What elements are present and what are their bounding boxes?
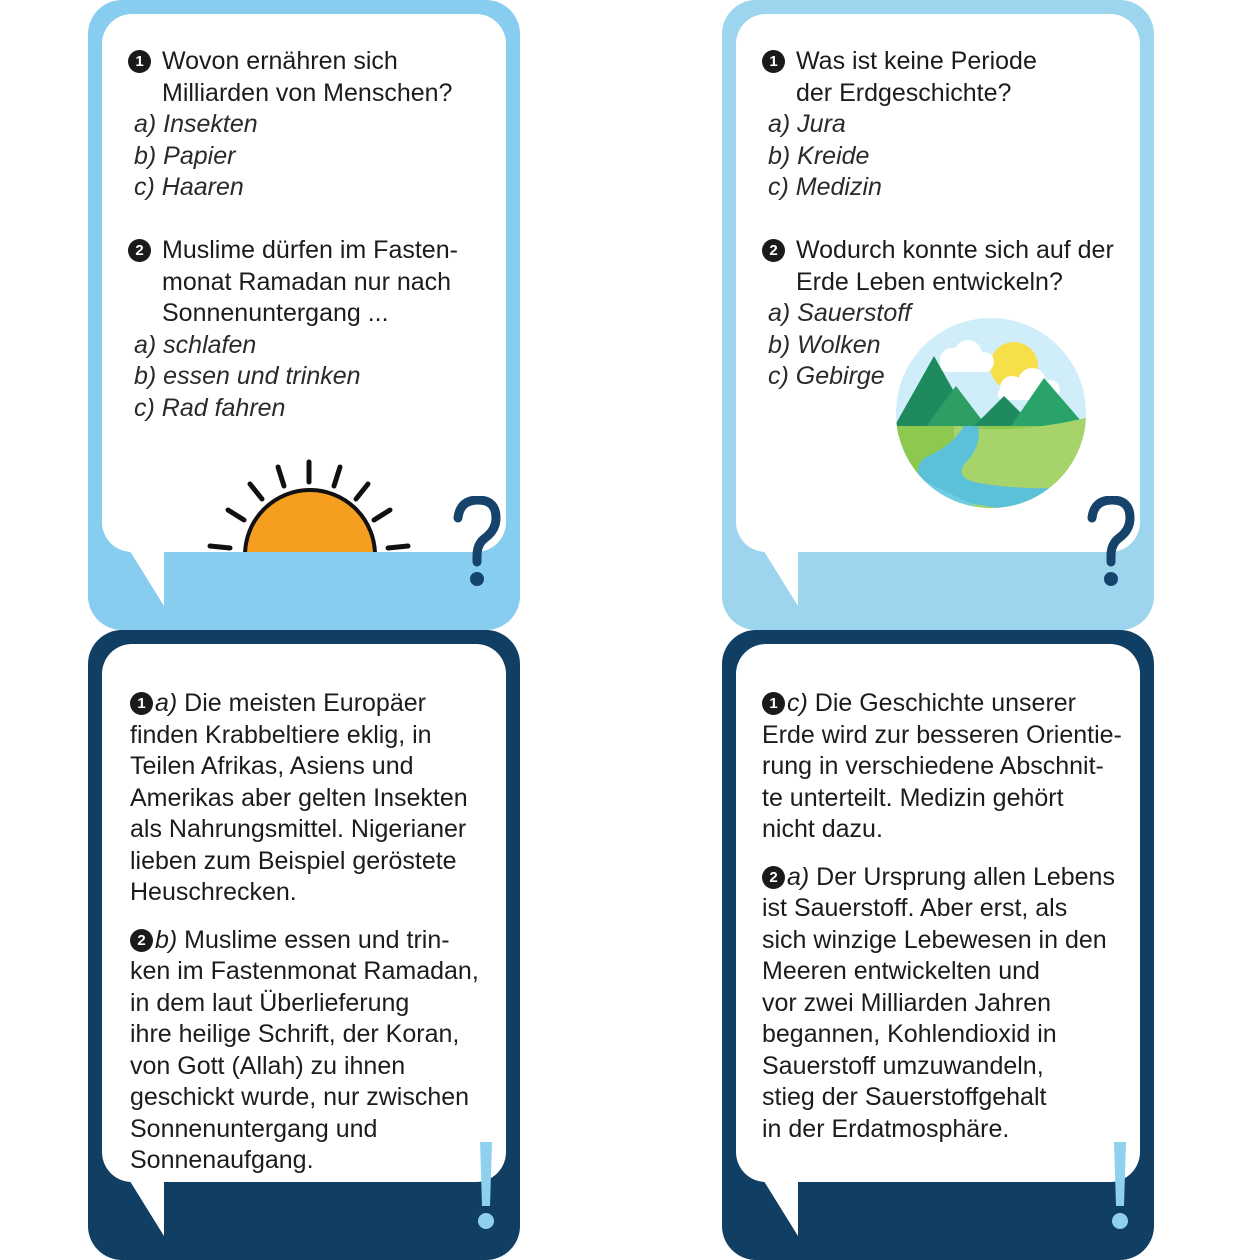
question-mark-icon [452, 496, 502, 596]
answer-paragraph-2 [130, 925, 490, 1177]
question-text-line: Muslime dürfen im Fasten- [162, 236, 458, 264]
question-panel [736, 14, 1140, 552]
answer-paragraph-2 [762, 862, 1122, 1146]
question-text-line: Was ist keine Periode [796, 47, 1037, 75]
speech-bubble-tail [762, 1178, 798, 1236]
answer-line: lieben zum Beispiel geröstete [130, 846, 457, 875]
answer-line: geschickt wurde, nur zwischen [130, 1083, 470, 1111]
answer-line: ken im Fastenmonat Ramadan, [130, 957, 479, 985]
answer-line: stieg der Sauerstoffgehalt [762, 1083, 1047, 1111]
speech-bubble-tail [128, 1178, 164, 1236]
answer-line: ist Sauerstoff. Aber erst, als [762, 894, 1068, 922]
number-badge-1: 1 [762, 692, 785, 715]
answer-line: von Gott (Allah) zu ihnen [130, 1051, 406, 1080]
answer-line: in dem laut Überlieferung [130, 988, 410, 1017]
answer-line: als Nahrungsmittel. Nigerianer [130, 815, 467, 843]
answer-paragraph-1 [762, 688, 1122, 846]
answer-line: Muslime essen und trin- [177, 925, 450, 954]
answer-line: finden Krabbeltiere eklig, in [130, 720, 432, 749]
answer-card-1 [88, 630, 520, 1260]
question-text-line: Wovon ernähren sich [162, 47, 398, 75]
answer-line: in der Erdatmosphäre. [762, 1114, 1010, 1143]
number-badge-2: 2 [762, 866, 785, 889]
question-text-line: Wodurch konnte sich auf der [796, 236, 1114, 264]
question-2 [120, 235, 458, 424]
answer-line: rung in verschiedene Abschnit- [762, 752, 1104, 780]
answer-line: Meeren entwickelten und [762, 957, 1040, 985]
answer-option: a) Jura [768, 110, 846, 138]
answer-text [130, 688, 490, 1193]
answer-line: ihre heilige Schrift, der Koran, [130, 1020, 460, 1048]
answer-line: nicht dazu. [762, 815, 883, 843]
answer-line: Die meisten Europäer [177, 689, 426, 717]
answer-line: Sauerstoff umzuwandeln, [762, 1051, 1044, 1080]
answer-option: c) Gebirge [768, 362, 885, 390]
question-1 [754, 46, 1037, 204]
answer-panel [736, 644, 1140, 1182]
answer-line: Der Ursprung allen Lebens [809, 862, 1115, 891]
number-badge-1: 1 [762, 50, 785, 73]
landscape-icon [894, 316, 1088, 510]
answer-text [762, 688, 1122, 1161]
answer-letter: a) [155, 689, 178, 717]
question-mark-icon [1086, 496, 1136, 596]
answer-option: b) essen und trinken [134, 362, 361, 390]
answer-line: Die Geschichte unserer [807, 689, 1077, 717]
answer-line: vor zwei Milliarden Jahren [762, 988, 1052, 1017]
answer-line: begannen, Kohlendioxid in [762, 1020, 1057, 1048]
answer-option: a) Sauerstoff [768, 299, 912, 327]
question-text-line: der Erdgeschichte? [796, 78, 1012, 107]
number-badge-2: 2 [762, 239, 785, 262]
question-card-1 [88, 0, 520, 630]
question-text-line: monat Ramadan nur nach [162, 267, 452, 296]
question-1 [120, 46, 452, 204]
answer-line: sich winzige Lebewesen in den [762, 925, 1107, 954]
answer-line: Heuschrecken. [130, 878, 297, 906]
answer-option: a) schlafen [134, 330, 257, 359]
answer-line: Erde wird zur besseren Orientie- [762, 720, 1122, 749]
answer-card-2 [722, 630, 1154, 1260]
answer-letter: b) [155, 925, 178, 954]
exclamation-mark-icon [1108, 1136, 1132, 1232]
exclamation-mark-icon [474, 1136, 498, 1232]
question-panel [102, 14, 506, 552]
answer-line: Sonnenaufgang. [130, 1146, 314, 1174]
question-text-line: Sonnenuntergang ... [162, 299, 389, 327]
number-badge-2: 2 [130, 929, 153, 952]
answer-panel [102, 644, 506, 1182]
answer-option: a) Insekten [134, 110, 258, 138]
answer-option: c) Medizin [768, 173, 882, 201]
answer-option: b) Kreide [768, 141, 870, 170]
answer-option: c) Rad fahren [134, 393, 286, 422]
answer-letter: a) [787, 862, 810, 891]
answer-option: c) Haaren [134, 173, 244, 201]
number-badge-2: 2 [128, 239, 151, 262]
question-text-line: Milliarden von Menschen? [162, 78, 453, 107]
question-card-2 [722, 0, 1154, 630]
number-badge-1: 1 [130, 692, 153, 715]
question-text-line: Erde Leben entwickeln? [796, 267, 1063, 296]
speech-bubble-tail [762, 548, 798, 606]
answer-line: te unterteilt. Medizin gehört [762, 783, 1064, 812]
answer-line: Sonnenuntergang und [130, 1114, 378, 1143]
answer-paragraph-1 [130, 688, 490, 909]
answer-line: Teilen Afrikas, Asiens und [130, 752, 414, 780]
answer-line: Amerikas aber gelten Insekten [130, 783, 468, 812]
speech-bubble-tail [128, 548, 164, 606]
answer-option: b) Wolken [768, 330, 881, 359]
number-badge-1: 1 [128, 50, 151, 73]
answer-option: b) Papier [134, 141, 236, 170]
answer-letter: c) [787, 689, 808, 717]
